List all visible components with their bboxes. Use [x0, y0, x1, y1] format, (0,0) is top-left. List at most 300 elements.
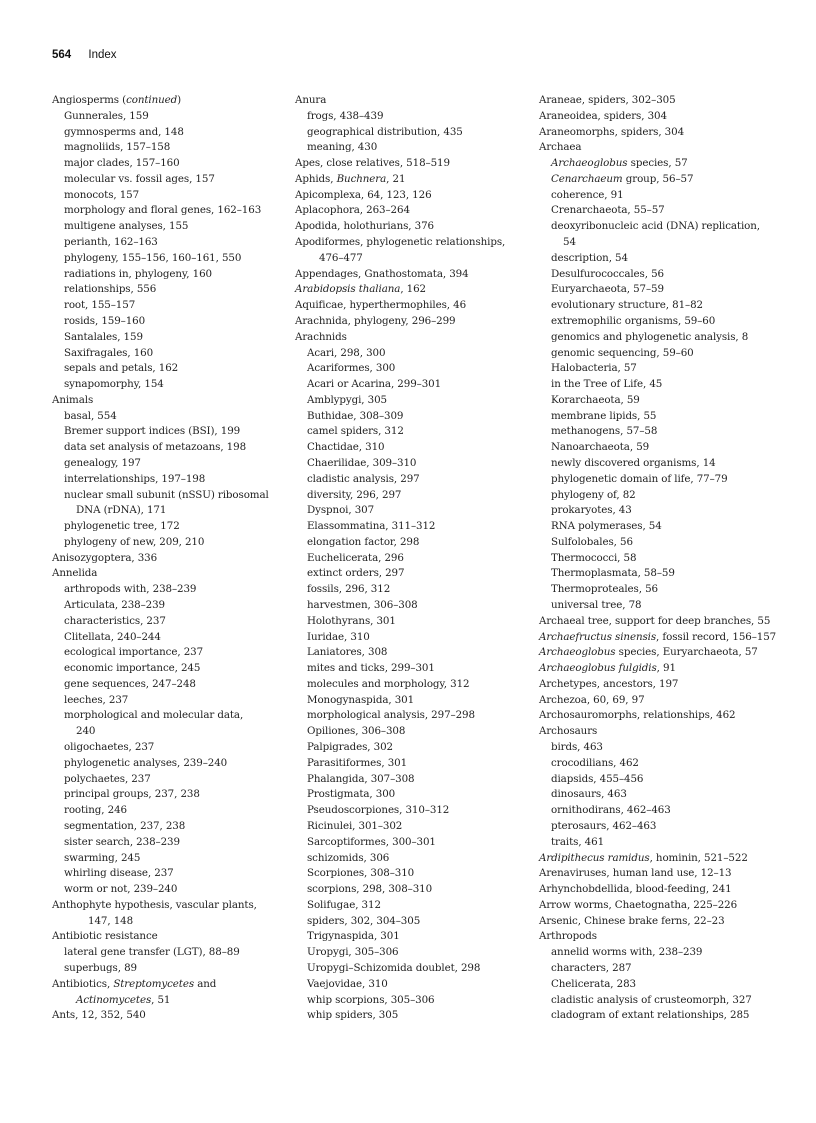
- index-entry: [539, 677, 775, 693]
- index-text: geographical distribution, 435: [307, 125, 463, 138]
- index-text: worm or not, 239–240: [64, 883, 178, 896]
- index-text: Archosauromorphs, relationships, 462: [539, 709, 736, 722]
- index-subentry: [52, 598, 280, 614]
- index-text: Archezoa, 60, 69, 97: [539, 693, 645, 706]
- section-title: Index: [88, 49, 117, 61]
- index-subentry: [52, 819, 280, 835]
- index-text: scorpions, 298, 308–310: [307, 883, 433, 896]
- index-text-italic: continued: [126, 94, 178, 106]
- page-header: [52, 49, 117, 61]
- index-subentry: [52, 645, 280, 661]
- index-subentry: [539, 235, 775, 251]
- index-subentry: [52, 282, 280, 298]
- index-text: cladogram of extant relationships, 285: [551, 1009, 750, 1022]
- index-subentry: [52, 724, 280, 740]
- index-text: sepals and petals, 162: [64, 362, 179, 375]
- index-text: leeches, 237: [64, 693, 129, 706]
- index-subentry: [295, 630, 523, 646]
- index-text: Acariformes, 300: [307, 362, 396, 375]
- index-entry: [539, 866, 775, 882]
- index-text: genomics and phylogenetic analysis, 8: [551, 330, 749, 343]
- index-text: morphology and floral genes, 162–163: [64, 204, 262, 217]
- index-entry: [539, 914, 775, 930]
- index-subentry: [52, 203, 280, 219]
- index-entry: [52, 929, 280, 945]
- index-text: , fossil record, 156–157: [656, 630, 777, 643]
- index-subentry: [539, 156, 775, 172]
- index-text: root, 155–157: [64, 299, 136, 312]
- index-text: Apodida, holothurians, 376: [295, 220, 434, 233]
- index-subentry: [52, 740, 280, 756]
- index-text: molecules and morphology, 312: [307, 677, 470, 690]
- index-text: Araneomorphs, spiders, 304: [539, 125, 685, 138]
- index-text: Palpigrades, 302: [307, 741, 394, 754]
- index-text: spiders, 302, 304–305: [307, 914, 421, 927]
- index-text: major clades, 157–160: [64, 157, 180, 170]
- index-subentry: [539, 267, 775, 283]
- index-subentry: [295, 551, 523, 567]
- index-text: and: [194, 977, 217, 990]
- index-subentry: [52, 188, 280, 204]
- index-subentry: [52, 914, 280, 930]
- index-subentry: [295, 708, 523, 724]
- index-subentry: [52, 803, 280, 819]
- index-text: whip scorpions, 305–306: [307, 993, 435, 1006]
- index-text: annelid worms with, 238–239: [551, 946, 703, 959]
- index-entry: [539, 109, 775, 125]
- index-entry: [295, 330, 523, 346]
- index-subentry: [295, 993, 523, 1009]
- index-subentry: [295, 866, 523, 882]
- index-subentry: [539, 393, 775, 409]
- index-text: crocodilians, 462: [551, 756, 639, 769]
- index-subentry: [295, 125, 523, 141]
- index-text: species, Euryarchaeota, 57: [615, 646, 758, 659]
- index-text: diapsids, 455–456: [551, 772, 644, 785]
- index-text: Euchelicerata, 296: [307, 551, 404, 564]
- index-subentry: [539, 945, 775, 961]
- index-text-italic: Actinomycetes: [76, 993, 152, 1006]
- index-text: relationships, 556: [64, 283, 157, 296]
- index-subentry: [52, 219, 280, 235]
- index-subentry: [295, 740, 523, 756]
- index-text: cladistic analysis of crusteomorph, 327: [551, 993, 752, 1006]
- index-subentry: [52, 472, 280, 488]
- index-entry: [539, 693, 775, 709]
- index-text: Annelida: [52, 567, 98, 580]
- index-text: Chaerilidae, 309–310: [307, 456, 417, 469]
- index-text: characters, 287: [551, 961, 632, 974]
- index-entry: [295, 267, 523, 283]
- index-subentry: [295, 582, 523, 598]
- index-text: cladistic analysis, 297: [307, 472, 420, 485]
- index-text: sister search, 238–239: [64, 835, 180, 848]
- index-subentry: [295, 424, 523, 440]
- index-text: characteristics, 237: [64, 614, 166, 627]
- index-text: Antibiotics,: [52, 977, 114, 990]
- index-subentry: [295, 1008, 523, 1024]
- index-entry: [295, 203, 523, 219]
- index-text: Apes, close relatives, 518–519: [295, 157, 450, 170]
- index-text: Araneae, spiders, 302–305: [539, 94, 676, 106]
- index-text: phylogeny, 155–156, 160–161, 550: [64, 251, 242, 264]
- index-entry: [295, 235, 523, 251]
- index-text: Ricinulei, 301–302: [307, 819, 403, 832]
- index-subentry: [52, 630, 280, 646]
- index-text: 476–477: [319, 251, 363, 264]
- index-entry: [295, 172, 523, 188]
- index-subentry: [295, 503, 523, 519]
- index-subentry: [539, 787, 775, 803]
- index-text: birds, 463: [551, 741, 603, 754]
- index-text: radiations in, phylogeny, 160: [64, 267, 212, 280]
- index-subentry: [539, 440, 775, 456]
- index-subentry: [52, 582, 280, 598]
- index-subentry: [539, 519, 775, 535]
- index-text: camel spiders, 312: [307, 425, 404, 438]
- index-subentry: [295, 377, 523, 393]
- index-entry: [295, 188, 523, 204]
- index-subentry: [539, 803, 775, 819]
- index-text: rooting, 246: [64, 804, 127, 817]
- index-subentry: [52, 314, 280, 330]
- index-entry: [539, 882, 775, 898]
- index-subentry: [295, 914, 523, 930]
- index-subentry: [295, 140, 523, 156]
- index-text: Saxifragales, 160: [64, 346, 154, 359]
- index-entry: [539, 851, 775, 867]
- index-text: ): [177, 94, 182, 106]
- index-text: evolutionary structure, 81–82: [551, 299, 703, 312]
- index-subentry: [539, 409, 775, 425]
- index-text: 147, 148: [88, 914, 134, 927]
- index-text: polychaetes, 237: [64, 772, 151, 785]
- index-entry: [52, 551, 280, 567]
- index-subentry: [52, 456, 280, 472]
- index-subentry: [295, 945, 523, 961]
- index-subentry: [52, 346, 280, 362]
- index-text: 240: [76, 725, 96, 738]
- index-subentry: [52, 172, 280, 188]
- index-text-italic: Archaeoglobus: [539, 646, 616, 659]
- index-subentry: [295, 724, 523, 740]
- index-text: Bremer support indices (BSI), 199: [64, 425, 241, 438]
- index-subentry: [539, 835, 775, 851]
- index-subentry: [52, 708, 280, 724]
- index-entry: [295, 282, 523, 298]
- index-subentry: [295, 645, 523, 661]
- index-text: Ants, 12, 352, 540: [52, 1009, 146, 1022]
- index-text: Thermoproteales, 56: [551, 583, 658, 596]
- index-text: superbugs, 89: [64, 961, 137, 974]
- index-text: , hominin, 521–522: [649, 851, 748, 864]
- index-subentry: [539, 456, 775, 472]
- index-text: Laniatores, 308: [307, 646, 388, 659]
- index-text-italic: Arabidopsis thaliana: [295, 283, 401, 296]
- index-text: species, 57: [627, 157, 688, 170]
- index-subentry: [295, 109, 523, 125]
- index-subentry: [539, 961, 775, 977]
- index-subentry: [52, 772, 280, 788]
- index-subentry: [52, 519, 280, 535]
- index-subentry: [295, 566, 523, 582]
- index-text-italic: Archaeoglobus fulgidis: [539, 662, 657, 675]
- index-text: Uropygi, 305–306: [307, 946, 399, 959]
- index-subentry: [52, 377, 280, 393]
- index-text: Halobacteria, 57: [551, 362, 637, 375]
- index-subentry: [52, 866, 280, 882]
- index-text: swarming, 245: [64, 851, 141, 864]
- index-text-italic: Buchnera: [336, 172, 387, 185]
- index-subentry: [52, 109, 280, 125]
- index-subentry: [295, 677, 523, 693]
- index-text: Aquificae, hyperthermophiles, 46: [295, 299, 467, 312]
- index-text: Arthropods: [539, 930, 597, 943]
- index-text: Amblypygi, 305: [307, 393, 387, 406]
- index-subentry: [539, 582, 775, 598]
- index-text: Arhynchobdellida, blood-feeding, 241: [539, 883, 732, 896]
- index-text: data set analysis of metazoans, 198: [64, 441, 247, 454]
- index-subentry: [52, 251, 280, 267]
- index-column-2: [295, 93, 523, 1024]
- index-subentry: [295, 693, 523, 709]
- index-text: whip spiders, 305: [307, 1009, 399, 1022]
- index-text: 54: [563, 236, 576, 249]
- index-text: Archaea: [539, 141, 582, 154]
- index-subentry: [52, 961, 280, 977]
- index-text-italic: Streptomycetes: [113, 977, 195, 990]
- index-subentry: [295, 787, 523, 803]
- index-text: interrelationships, 197–198: [64, 472, 206, 485]
- index-entry: [539, 661, 775, 677]
- index-subentry: [539, 488, 775, 504]
- index-text: Elassommatina, 311–312: [307, 520, 436, 533]
- index-subentry: [52, 993, 280, 1009]
- index-subentry: [295, 535, 523, 551]
- index-text: phylogenetic analyses, 239–240: [64, 756, 228, 769]
- index-text: genealogy, 197: [64, 456, 141, 469]
- index-text: Nanoarchaeota, 59: [551, 441, 650, 454]
- index-text: RNA polymerases, 54: [551, 520, 662, 533]
- index-subentry: [295, 472, 523, 488]
- index-text: , 162: [400, 283, 427, 296]
- index-subentry: [539, 756, 775, 772]
- index-text: harvestmen, 306–308: [307, 599, 418, 611]
- index-subentry: [295, 961, 523, 977]
- index-subentry: [539, 1008, 775, 1024]
- index-entry: [52, 1008, 280, 1024]
- index-subentry: [52, 440, 280, 456]
- index-subentry: [52, 409, 280, 425]
- index-text: pterosaurs, 462–463: [551, 819, 657, 832]
- index-text: Sarcoptiformes, 300–301: [307, 835, 436, 848]
- index-subentry: [295, 456, 523, 472]
- index-text: Apodiformes, phylogenetic relationships,: [295, 236, 506, 249]
- index-subentry: [52, 125, 280, 141]
- index-subentry: [52, 488, 280, 504]
- index-subentry: [295, 519, 523, 535]
- index-text: elongation factor, 298: [307, 535, 420, 548]
- index-subentry: [295, 598, 523, 614]
- index-entry: [52, 93, 280, 109]
- index-text-italic: Archaeoglobus: [551, 157, 628, 170]
- index-text: gene sequences, 247–248: [64, 677, 196, 690]
- index-text: Arachnida, phylogeny, 296–299: [295, 314, 456, 327]
- index-text: Appendages, Gnathostomata, 394: [295, 267, 469, 280]
- index-subentry: [295, 977, 523, 993]
- index-text: arthropods with, 238–239: [64, 583, 197, 596]
- index-text: Thermoplasmata, 58–59: [551, 567, 675, 580]
- index-subentry: [295, 251, 523, 267]
- index-entry: [539, 929, 775, 945]
- index-subentry: [539, 535, 775, 551]
- index-text: universal tree, 78: [551, 599, 642, 611]
- index-text: membrane lipids, 55: [551, 409, 657, 422]
- index-text: schizomids, 306: [307, 851, 390, 864]
- index-text: meaning, 430: [307, 141, 378, 154]
- index-text: ecological importance, 237: [64, 646, 204, 659]
- index-entry: [295, 93, 523, 109]
- index-subentry: [539, 251, 775, 267]
- index-subentry: [52, 535, 280, 551]
- index-text: Euryarchaeota, 57–59: [551, 283, 664, 296]
- index-subentry: [295, 772, 523, 788]
- index-text: Iuridae, 310: [307, 630, 370, 643]
- index-subentry: [52, 156, 280, 172]
- index-subentry: [539, 188, 775, 204]
- index-subentry: [295, 803, 523, 819]
- index-text: morphological and molecular data,: [64, 709, 244, 722]
- index-text: Anura: [295, 94, 327, 106]
- index-text: Aplacophora, 263–264: [295, 204, 410, 217]
- index-text: , 21: [386, 172, 406, 185]
- index-text: Phalangida, 307–308: [307, 772, 415, 785]
- index-column-3: [539, 93, 775, 1024]
- index-text: diversity, 296, 297: [307, 488, 402, 501]
- index-subentry: [539, 993, 775, 1009]
- index-subentry: [539, 977, 775, 993]
- index-subentry: [539, 819, 775, 835]
- index-subentry: [295, 851, 523, 867]
- index-text: Acari, 298, 300: [307, 346, 386, 359]
- index-text: segmentation, 237, 238: [64, 819, 186, 832]
- index-text: Clitellata, 240–244: [64, 630, 161, 643]
- index-entry: [539, 125, 775, 141]
- index-subentry: [52, 835, 280, 851]
- index-subentry: [295, 361, 523, 377]
- index-entry: [539, 724, 775, 740]
- index-entry: [52, 898, 280, 914]
- index-text: Acari or Acarina, 299–301: [307, 378, 442, 391]
- index-text: Thermococci, 58: [551, 551, 637, 564]
- index-subentry: [52, 235, 280, 251]
- index-text: deoxyribonucleic acid (DNA) replication,: [551, 220, 760, 233]
- index-text: basal, 554: [64, 409, 117, 422]
- index-text: Crenarchaeota, 55–57: [551, 204, 665, 217]
- index-subentry: [52, 424, 280, 440]
- index-text: whirling disease, 237: [64, 867, 174, 880]
- index-entry: [295, 314, 523, 330]
- index-text: frogs, 438–439: [307, 109, 384, 122]
- index-text: multigene analyses, 155: [64, 220, 189, 233]
- index-subentry: [539, 377, 775, 393]
- index-text: Articulata, 238–239: [64, 599, 165, 611]
- index-subentry: [52, 851, 280, 867]
- index-text: phylogeny of new, 209, 210: [64, 535, 205, 548]
- index-subentry: [539, 298, 775, 314]
- index-entry: [539, 898, 775, 914]
- index-text-italic: Archaefructus sinensis: [539, 630, 657, 643]
- index-entry: [295, 298, 523, 314]
- index-text: oligochaetes, 237: [64, 741, 155, 754]
- index-text: group, 56–57: [622, 172, 694, 185]
- index-subentry: [52, 693, 280, 709]
- index-subentry: [52, 503, 280, 519]
- index-text: Parasitiformes, 301: [307, 756, 408, 769]
- index-subentry: [539, 219, 775, 235]
- index-subentry: [295, 882, 523, 898]
- index-text: in the Tree of Life, 45: [551, 378, 663, 391]
- index-text: DNA (rDNA), 171: [76, 504, 167, 517]
- index-entry: [539, 645, 775, 661]
- index-text: monocots, 157: [64, 188, 140, 201]
- index-text: extremophilic organisms, 59–60: [551, 314, 716, 327]
- index-column-1: [52, 93, 280, 1024]
- index-text: Anisozygoptera, 336: [52, 551, 158, 564]
- index-text: coherence, 91: [551, 188, 624, 201]
- index-text: Opiliones, 306–308: [307, 725, 406, 738]
- index-subentry: [295, 488, 523, 504]
- index-entry: [295, 156, 523, 172]
- index-text: Vaejovidae, 310: [307, 977, 388, 990]
- index-subentry: [539, 740, 775, 756]
- index-subentry: [539, 503, 775, 519]
- index-text: rosids, 159–160: [64, 314, 146, 327]
- index-text: Arsenic, Chinese brake ferns, 22–23: [539, 914, 725, 927]
- index-text: Prostigmata, 300: [307, 788, 396, 801]
- index-text: Uropygi–Schizomida doublet, 298: [307, 961, 481, 974]
- index-subentry: [295, 835, 523, 851]
- index-text: phylogenetic domain of life, 77–79: [551, 472, 728, 485]
- index-subentry: [295, 409, 523, 425]
- index-text: fossils, 296, 312: [307, 583, 391, 596]
- index-text: methanogens, 57–58: [551, 425, 658, 438]
- index-text: synapomorphy, 154: [64, 378, 164, 391]
- index-text: dinosaurs, 463: [551, 788, 627, 801]
- index-subentry: [539, 314, 775, 330]
- index-text: economic importance, 245: [64, 662, 201, 675]
- index-subentry: [52, 140, 280, 156]
- index-text: perianth, 162–163: [64, 236, 158, 249]
- index-subentry: [295, 929, 523, 945]
- index-text: Holothyrans, 301: [307, 614, 396, 627]
- index-text: Arenaviruses, human land use, 12–13: [539, 867, 732, 880]
- index-text: traits, 461: [551, 835, 605, 848]
- index-text: genomic sequencing, 59–60: [551, 346, 694, 359]
- index-subentry: [52, 945, 280, 961]
- index-subentry: [539, 598, 775, 614]
- index-text: Chelicerata, 283: [551, 977, 636, 990]
- page-number: 564: [52, 49, 72, 61]
- index-entry: [539, 708, 775, 724]
- index-subentry: [295, 614, 523, 630]
- index-entry: [539, 614, 775, 630]
- index-text: prokaryotes, 43: [551, 504, 632, 517]
- index-text: Animals: [52, 393, 94, 406]
- index-text: principal groups, 237, 238: [64, 788, 200, 801]
- index-text: , 51: [151, 993, 171, 1006]
- index-text: Araneoidea, spiders, 304: [539, 109, 667, 122]
